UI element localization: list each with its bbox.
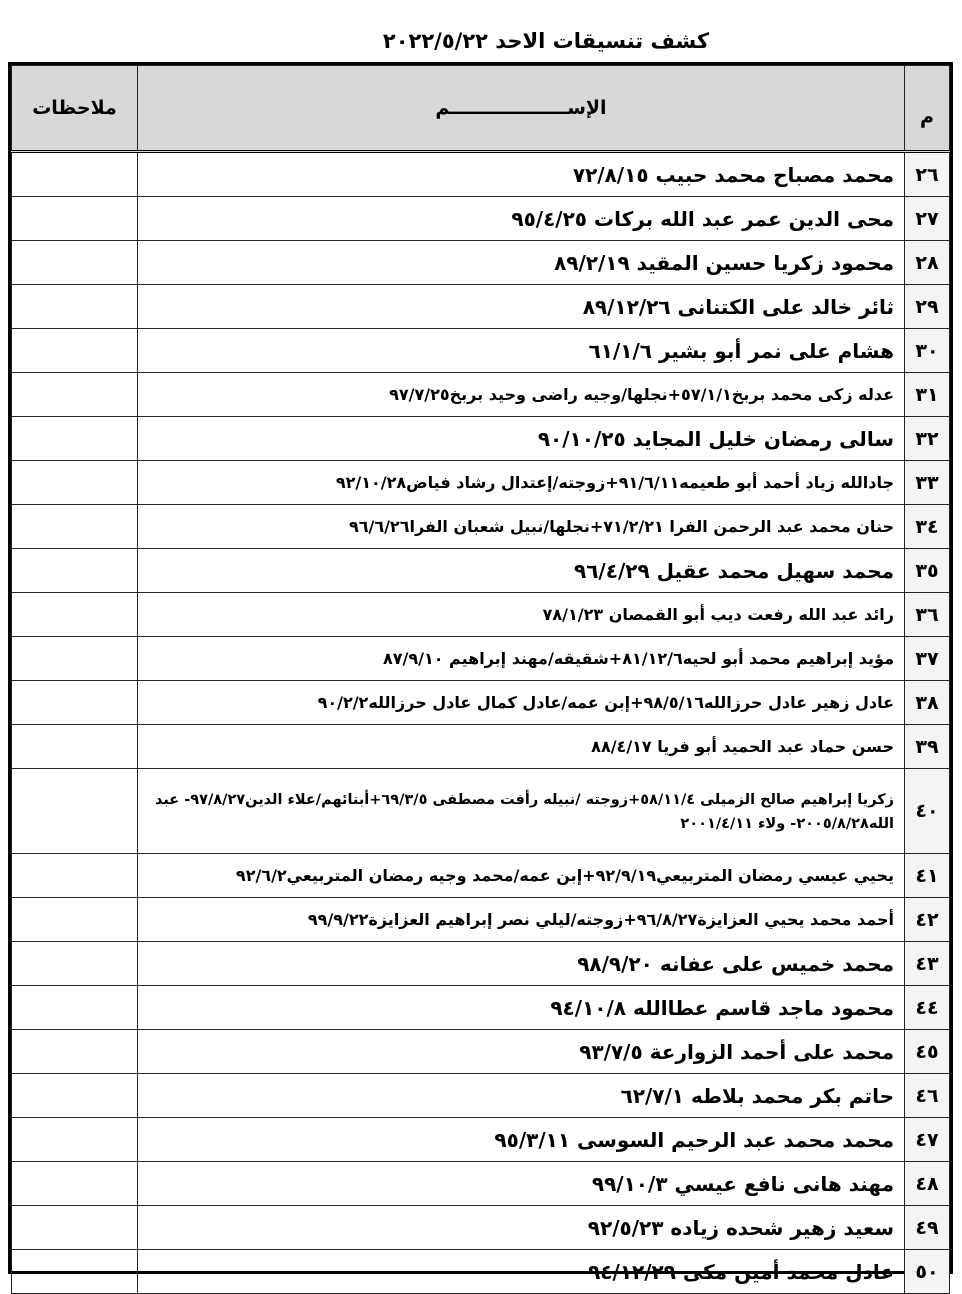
row-name: مؤيد إبراهيم محمد أبو لحيه٨١/١٢/٦+شقيقه/مهند إبراهيم ٨٧/٩/١٠ — [138, 637, 905, 681]
row-number: ٤٣ — [905, 942, 950, 986]
row-notes — [12, 942, 138, 986]
row-number: ٣٧ — [905, 637, 950, 681]
row-notes — [12, 593, 138, 637]
row-notes — [12, 1030, 138, 1074]
row-notes — [12, 1250, 138, 1294]
row-notes — [12, 461, 138, 505]
table-row — [12, 197, 950, 241]
row-name: رائد عبد الله رفعت ديب أبو القمصان ٧٨/١/٢٣ — [138, 593, 905, 637]
row-name: حسن حماد عبد الحميد أبو فريا ٨٨/٤/١٧ — [138, 725, 905, 769]
row-name: عادل زهير عادل حرزالله٩٨/٥/١٦+إبن عمه/عادل كمال عادل حرزالله٩٠/٢/٢ — [138, 681, 905, 725]
header-row — [12, 66, 950, 152]
row-name: هشام على نمر أبو بشير ٦١/١/٦ — [138, 329, 905, 373]
row-notes — [12, 505, 138, 549]
table-row — [12, 417, 950, 461]
row-name: حنان محمد عبد الرحمن الفرا ٧١/٢/٢١+نجلها/نبيل شعبان الفرا٩٦/٦/٢٦ — [138, 505, 905, 549]
row-notes — [12, 329, 138, 373]
row-name: محمود ماجد قاسم عطاالله ٩٤/١٠/٨ — [138, 986, 905, 1030]
row-notes — [12, 1206, 138, 1250]
row-number: ٢٧ — [905, 197, 950, 241]
row-number: ٤٢ — [905, 898, 950, 942]
row-number: ٤٤ — [905, 986, 950, 1030]
table-row — [12, 725, 950, 769]
row-notes — [12, 1074, 138, 1118]
row-notes — [12, 1118, 138, 1162]
row-name: محمود زكريا حسين المقيد ٨٩/٢/١٩ — [138, 241, 905, 285]
row-name: محمد سهيل محمد عقيل ٩٦/٤/٢٩ — [138, 549, 905, 593]
row-number: ٣٠ — [905, 329, 950, 373]
row-notes — [12, 986, 138, 1030]
table-row — [12, 854, 950, 898]
table-row — [12, 329, 950, 373]
table-row — [12, 285, 950, 329]
table-row — [12, 986, 950, 1030]
table-row — [12, 1118, 950, 1162]
table-row — [12, 1206, 950, 1250]
row-notes — [12, 681, 138, 725]
table-row — [12, 1074, 950, 1118]
row-name: محمد محمد عبد الرحيم السوسى ٩٥/٣/١١ — [138, 1118, 905, 1162]
row-number: ٣١ — [905, 373, 950, 417]
row-name: ثائر خالد على الكتنانى ٨٩/١٢/٢٦ — [138, 285, 905, 329]
row-number: ٤٦ — [905, 1074, 950, 1118]
table-row — [12, 373, 950, 417]
table-row — [12, 769, 950, 854]
names-table — [11, 65, 950, 1294]
row-name: سالى رمضان خليل المجايد ٩٠/١٠/٢٥ — [138, 417, 905, 461]
row-name: عدله زكى محمد بربخ٥٧/١/١+نجلها/وجيه راضى وحيد بربخ٩٧/٧/٢٥ — [138, 373, 905, 417]
row-name: حاتم بكر محمد بلاطه ٦٢/٧/١ — [138, 1074, 905, 1118]
row-number: ٢٩ — [905, 285, 950, 329]
table-row — [12, 549, 950, 593]
table-row — [12, 1250, 950, 1294]
row-number: ٣٨ — [905, 681, 950, 725]
table-row — [12, 461, 950, 505]
row-notes — [12, 373, 138, 417]
row-notes — [12, 197, 138, 241]
row-name: سعيد زهير شحده زياده ٩٢/٥/٢٣ — [138, 1206, 905, 1250]
row-notes — [12, 417, 138, 461]
row-notes — [12, 637, 138, 681]
row-name: جادالله زياد أحمد أبو طعيمه٩١/٦/١١+زوجته/إعتدال رشاد فياض٩٢/١٠/٢٨ — [138, 461, 905, 505]
row-notes — [12, 898, 138, 942]
row-name: محمد على أحمد الزوارعة ٩٣/٧/٥ — [138, 1030, 905, 1074]
table-row — [12, 152, 950, 197]
table-row — [12, 505, 950, 549]
row-notes — [12, 1162, 138, 1206]
row-notes — [12, 241, 138, 285]
row-notes — [12, 769, 138, 854]
row-number: ٤٩ — [905, 1206, 950, 1250]
row-notes — [12, 854, 138, 898]
row-name: محمد خميس على عفانه ٩٨/٩/٢٠ — [138, 942, 905, 986]
table-row — [12, 898, 950, 942]
table-row — [12, 942, 950, 986]
row-number: ٤١ — [905, 854, 950, 898]
names-table-frame — [8, 62, 953, 1284]
row-number: ٢٨ — [905, 241, 950, 285]
row-notes — [12, 549, 138, 593]
table-row — [12, 681, 950, 725]
row-number: ٢٦ — [905, 152, 950, 197]
row-number: ٥٠ — [905, 1250, 950, 1294]
table-row — [12, 637, 950, 681]
document-title — [0, 24, 962, 58]
row-name: عادل محمد أمين مكى ٩٤/١٢/٢٩ — [138, 1250, 905, 1294]
title-text: كشف تنسيقات الاحد ٢٠٢٢/٥/٢٢ — [382, 29, 710, 53]
column-header-notes: ملاحظات — [12, 66, 138, 152]
row-number: ٤٥ — [905, 1030, 950, 1074]
row-name: يحيي عيسي رمضان المتربيعي٩٢/٩/١٩+إبن عمه/محمد وجيه رمضان المتربيعي٩٢/٦/٢ — [138, 854, 905, 898]
row-name: محى الدين عمر عبد الله بركات ٩٥/٤/٢٥ — [138, 197, 905, 241]
row-number: ٣٩ — [905, 725, 950, 769]
row-name: محمد مصباح محمد حبيب ٧٢/٨/١٥ — [138, 152, 905, 197]
row-notes — [12, 285, 138, 329]
row-number: ٣٥ — [905, 549, 950, 593]
row-notes — [12, 152, 138, 197]
row-name: أحمد محمد يحيي العزايزة٩٦/٨/٢٧+زوجته/ليلي نصر إبراهيم العزايزة٩٩/٩/٢٢ — [138, 898, 905, 942]
row-number: ٣٦ — [905, 593, 950, 637]
row-notes — [12, 725, 138, 769]
table-row — [12, 1030, 950, 1074]
column-header-number: م — [905, 66, 950, 152]
row-number: ٣٤ — [905, 505, 950, 549]
row-number: ٣٢ — [905, 417, 950, 461]
row-name: مهند هانى نافع عيسي ٩٩/١٠/٣ — [138, 1162, 905, 1206]
table-row — [12, 593, 950, 637]
row-number: ٣٣ — [905, 461, 950, 505]
table-row — [12, 1162, 950, 1206]
row-name: زكريا إبراهيم صالح الزميلى ٥٨/١١/٤+زوجته /نبيله رأفت مصطفى ٦٩/٣/٥+أبنائهم/علاء الدين٩٧/٨/٢٧- عبد الله٢٠٠٥/٨/٢٨- ولاء ٢٠٠١/٤/١١ — [138, 769, 905, 854]
row-number: ٤٧ — [905, 1118, 950, 1162]
row-number: ٤٨ — [905, 1162, 950, 1206]
column-header-name: الإســــــــــــــــــم — [138, 66, 905, 152]
row-number: ٤٠ — [905, 769, 950, 854]
table-row — [12, 241, 950, 285]
